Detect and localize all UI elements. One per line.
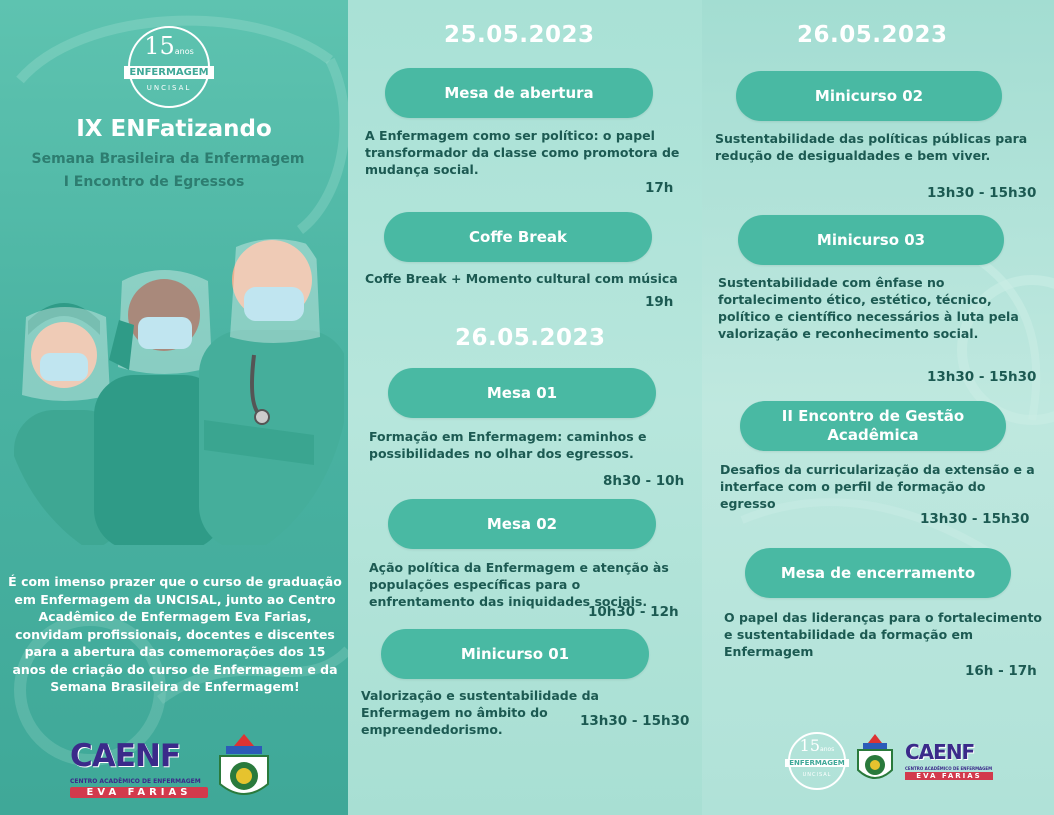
fifteen-years-logo <box>128 26 210 108</box>
invitation-text: É com imenso prazer que o curso de graduação em Enfermagem da UNCISAL, junto ao Centro Acadêmico de Enfermagem Eva Farias, convidam profissionais, docentes e discentes para a abertura das comemorações dos 15 anos de criação do curso de Enfermagem e da Semana Brasileira de Enfermagem! <box>8 574 342 694</box>
logo-name: ENFERMAGEM <box>124 66 214 79</box>
session-title-mesa-abertura: Mesa de abertura <box>385 68 653 118</box>
logo-name-small: ENFERMAGEM <box>785 759 849 767</box>
session-time-minicurso-03: 13h30 - 15h30 <box>927 369 1037 385</box>
session-desc-mesa-02: Ação política da Enfermagem e atenção às populações específicas para o enfrentamento das iniquidades sociais. <box>369 560 669 609</box>
nurses-illustration <box>14 225 344 545</box>
caenf-logo <box>70 738 208 802</box>
uncisal-shield-icon <box>854 732 896 788</box>
session-desc-coffee-break: Coffe Break + Momento cultural com música <box>365 271 678 286</box>
session-title-mesa-encerramento: Mesa de encerramento <box>745 548 1011 598</box>
session-title-mesa-02: Mesa 02 <box>388 499 656 549</box>
session-desc-minicurso-02: Sustentabilidade das políticas públicas para redução de desigualdades e bem viver. <box>715 131 1028 163</box>
session-time-minicurso-02: 13h30 - 15h30 <box>927 185 1037 201</box>
date-heading-right: 26.05.2023 <box>797 22 948 48</box>
caenf-name: CAENF <box>70 738 181 774</box>
event-subtitle-1: Semana Brasileira da Enfermagem <box>31 151 305 167</box>
session-time-mesa-02: 10h30 - 12h <box>588 604 679 620</box>
logo-number-small: 15 <box>799 736 821 755</box>
caenf-line-2: EVA FARIAS <box>70 787 208 798</box>
caenf-logo-small <box>905 740 993 784</box>
session-title-minicurso-03: Minicurso 03 <box>738 215 1004 265</box>
uncisal-shield-icon <box>214 732 274 806</box>
session-time-mesa-encerramento: 16h - 17h <box>965 663 1037 679</box>
session-title-coffee-break: Coffe Break <box>384 212 652 262</box>
session-time-coffee-break: 19h <box>645 294 674 310</box>
event-subtitle-2: I Encontro de Egressos <box>63 174 245 190</box>
schedule-panel-right <box>702 0 1054 815</box>
session-desc-mesa-abertura: A Enfermagem como ser político: o papel transformador da classe como promotora de mudança social. <box>365 128 680 177</box>
session-time-mesa-01: 8h30 - 10h <box>603 473 685 489</box>
session-desc-encontro-gestao: Desafios da curricularização da extensão e a interface com o perfil de formação do egresso <box>720 462 1035 511</box>
logo-sub: UNCISAL <box>146 84 192 92</box>
session-title-minicurso-01: Minicurso 01 <box>381 629 649 679</box>
session-title-encontro-gestao: II Encontro de Gestão Acadêmica <box>740 401 1006 451</box>
cover-panel <box>0 0 348 815</box>
session-time-mesa-abertura: 17h <box>645 180 674 196</box>
logo-small-text: anos <box>820 746 835 753</box>
session-time-encontro-gestao: 13h30 - 15h30 <box>920 511 1030 527</box>
session-time-minicurso-01: 13h30 - 15h30 <box>580 713 690 729</box>
caenf-name-small: CAENF <box>905 740 975 764</box>
caenf-line-1-small: CENTRO ACADÊMICO DE ENFERMAGEM <box>905 766 993 771</box>
session-title-mesa-01: Mesa 01 <box>388 368 656 418</box>
date-heading-2: 26.05.2023 <box>455 325 606 351</box>
date-heading-1: 25.05.2023 <box>444 22 595 48</box>
session-desc-mesa-01: Formação em Enfermagem: caminhos e possibilidades no olhar dos egressos. <box>369 429 647 461</box>
session-desc-mesa-encerramento: O papel das lideranças para o fortalecimento e sustentabilidade da formação em Enfermagem <box>724 610 1043 659</box>
schedule-panel-middle <box>348 0 702 815</box>
session-title-minicurso-02: Minicurso 02 <box>736 71 1002 121</box>
logo-small: anos <box>174 47 194 56</box>
caenf-line-1: CENTRO ACADÊMICO DE ENFERMAGEM <box>70 778 201 785</box>
logo-sub-small: UNCISAL <box>802 772 832 778</box>
session-desc-minicurso-01: Valorização e sustentabilidade da Enfermagem no âmbito do empreendedorismo. <box>361 688 599 737</box>
fifteen-years-logo-small <box>788 732 846 790</box>
caenf-line-2-small: EVA FARIAS <box>905 772 993 780</box>
session-desc-minicurso-03: Sustentabilidade com ênfase no fortalecimento ético, estético, técnico, político e científico necessários à luta pela valorização e reconhecimento social. <box>718 275 1019 341</box>
event-title: IX ENFatizando <box>76 116 272 142</box>
logo-number: 15 <box>144 32 175 60</box>
